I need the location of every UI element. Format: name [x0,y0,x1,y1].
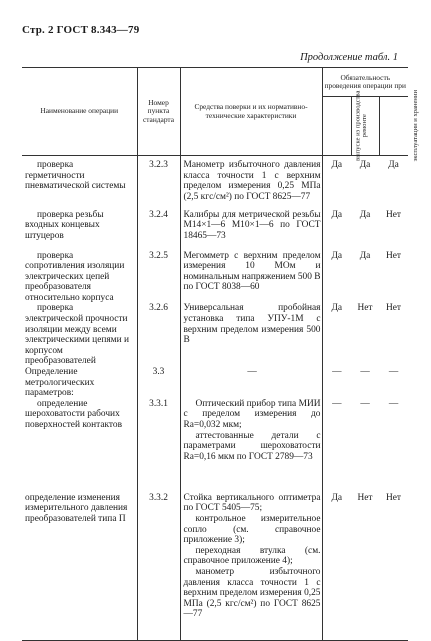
operation-value: Нет [386,209,402,220]
release-value: Да [322,303,351,367]
col-header-number: Номер пункта стандарта [137,68,180,156]
col-header-name: Наименование операции [22,68,137,156]
table-row [22,491,408,641]
release-value: Да [322,156,351,210]
clause-number: 3.3 [137,367,180,399]
col-header-means: Средства поверки и их нормативно-технические характеристики [180,68,322,156]
means-text: контрольное измерительное сопло (см. справочное приложение 3); [183,514,321,546]
means-text: переходная втулка (см. справочное приложение 4); [183,545,321,567]
means-text: — [180,367,322,399]
means-text: аттестованные детали с параметрами шероховатости Ra=0,16 мкм по ГОСТ 2789—73 [183,430,321,462]
operation-value: Да [388,160,399,170]
table-row [22,243,408,304]
table-row [22,303,408,367]
table-row [22,156,408,210]
table-row [22,367,408,399]
means-text: Универсальная пробойная установка типа УПУ-1М с верхним пределом измерения 500 В [180,303,322,367]
release-value: Да [322,491,351,641]
means-text: Манометр избыточного давления класса точности 1 с верхним пределом измерения 0,25 МПа (2,5 кгс/см²) по ГОСТ 8625—77 [180,156,322,210]
means-cell [180,399,322,491]
col-header-mandatory: Обязательность проведения операции при [322,68,408,97]
repair-value: Да [359,209,371,220]
clause-number: 3.2.6 [137,303,180,367]
means-text: манометр избыточного давления класса точности 1 с верхним пределом измерения 0,25 МПа (2,5 кгс/см²) по ГОСТ 8625—77 [183,566,321,620]
clause-number: 3.2.5 [137,243,180,304]
page-header: Стр. 2 ГОСТ 8.343—79 [22,24,140,36]
repair-value: — [360,367,370,378]
means-cell [180,491,322,641]
operation-name: определение шероховатости рабочих поверхностей контактов [25,398,123,430]
operation-name: проверка герметичности пневматической системы [25,160,126,192]
col-header-repair: ремонте [351,97,379,156]
clause-number: 3.2.4 [137,210,180,243]
operation-value: Нет [379,491,408,641]
operation-value: — [388,398,399,409]
table-row [22,210,408,243]
operation-value: Нет [386,303,402,314]
repair-value: Нет [351,491,379,641]
repair-value: Да [359,250,371,261]
operation-name: проверка сопротивления изоляции электрических цепей преобразователя относительно корпуса [25,250,125,303]
means-text: Стойка вертикального оптиметра по ГОСТ 5405—75; [183,492,321,514]
release-value: — [322,367,351,399]
means-text: Калибры для метрической резьбы M14×1—6 M10×1—6 по ГОСТ 18465—73 [180,210,322,243]
operation-name: определение изменения измерительного давления преобразователей типа П [22,491,137,641]
clause-number: 3.3.1 [137,399,180,491]
release-value: Да [322,243,351,304]
operation-value: Нет [386,250,402,261]
col-header-operation: эксплуатации и хранении [379,97,408,156]
means-text: Оптический прибор типа МИИ с пределом измерения до Ra=0,032 мкм; [183,398,321,430]
operation-value: — [388,367,399,378]
col-header-release: выпуске из производства [322,97,351,156]
repair-value: Да [359,160,371,170]
repair-value: Нет [357,303,373,314]
table-row [22,399,408,491]
operation-name: проверка электрической прочности изоляции между всеми электрическими цепями и корпусом преобразователей [25,303,129,367]
repair-value: — [360,398,370,409]
clause-number: 3.2.3 [137,156,180,210]
release-value: — [322,399,351,491]
release-value: Да [322,210,351,243]
verification-table [22,67,419,641]
clause-number: 3.3.2 [137,491,180,641]
operation-name: Определение метрологических параметров: [25,367,95,399]
table-continuation-label: Продолжение табл. 1 [300,52,398,63]
operation-name: проверка резьбы входных концевых штуцеров [25,209,104,241]
means-text: Мегомметр с верхним пределом измерения 10 МОм и номинальным напряжением 500 В по ГОСТ 8038—60 [180,243,322,304]
